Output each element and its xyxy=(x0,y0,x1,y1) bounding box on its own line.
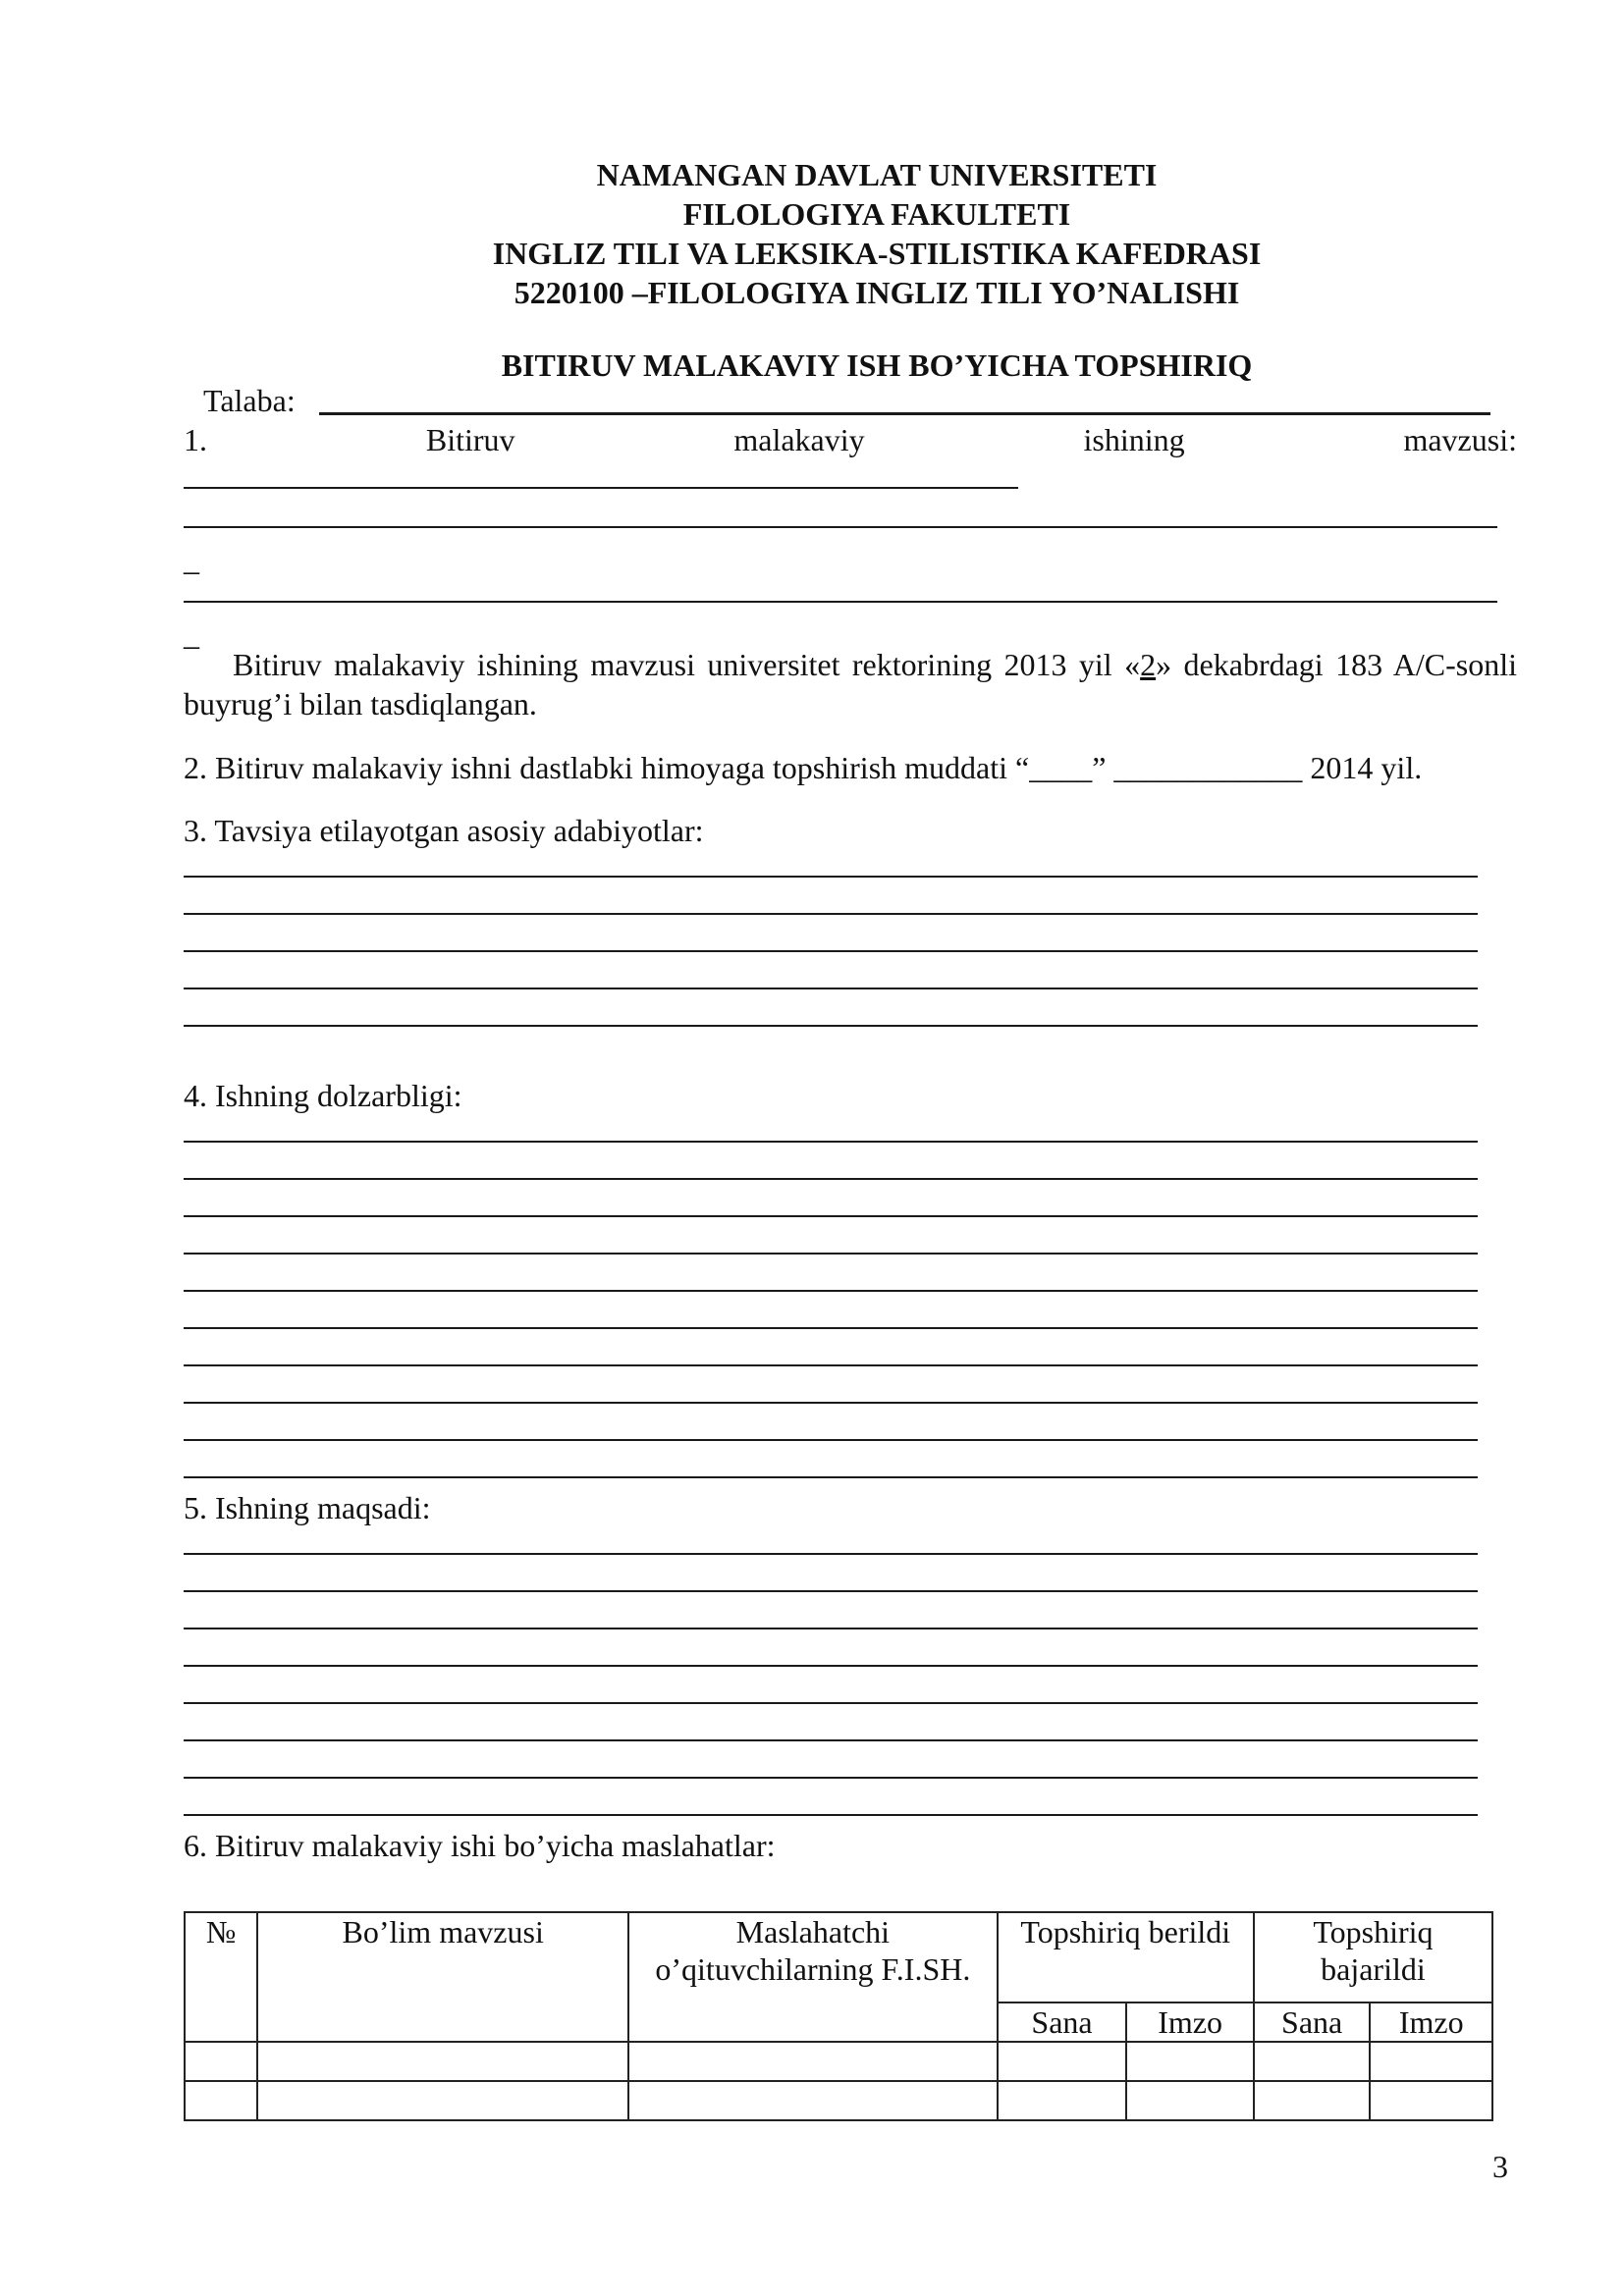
university-name: NAMANGAN DAVLAT UNIVERSITETI xyxy=(596,157,1158,192)
given-sign-header: Imzo xyxy=(1126,2002,1254,2042)
item2-deadline: 2. Bitiruv malakaviy ishni dastlabki himoyaga topshirish muddati “____” ____________ 2014 yil. xyxy=(184,750,1423,785)
item1-word: mavzusi: xyxy=(1403,422,1517,457)
table-cell[interactable] xyxy=(1126,2042,1254,2081)
item3-label: 3. Tavsiya etilayotgan asosiy adabiyotlar: xyxy=(184,813,704,848)
table-cell[interactable] xyxy=(1370,2081,1492,2120)
approval-paragraph: Bitiruv malakaviy ishining mavzusi universitet rektorining 2013 yil «2» dekabrdagi 183 A/C-sonli buyrug’i bilan tasdiqlangan. xyxy=(184,647,1518,721)
table-header-row xyxy=(185,1912,1492,2002)
goal-line[interactable] xyxy=(184,1628,1478,1629)
topic-dash: _ xyxy=(184,542,199,577)
student-name-field[interactable] xyxy=(319,412,1490,415)
topic-dash: _ xyxy=(184,616,199,652)
item4-label: 4. Ishning dolzarbligi: xyxy=(184,1078,462,1113)
relevance-line[interactable] xyxy=(184,1476,1478,1478)
relevance-line[interactable] xyxy=(184,1290,1478,1292)
goal-line[interactable] xyxy=(184,1553,1478,1555)
literature-line[interactable] xyxy=(184,876,1478,878)
advisors-table xyxy=(184,1911,1493,2121)
relevance-line[interactable] xyxy=(184,1141,1478,1143)
table-cell[interactable] xyxy=(628,2081,998,2120)
faculty-name: FILOLOGIYA FAKULTETI xyxy=(682,196,1071,232)
literature-line[interactable] xyxy=(184,1025,1478,1027)
relevance-line[interactable] xyxy=(184,1364,1478,1366)
table-cell[interactable] xyxy=(257,2042,628,2081)
document-title: BITIRUV MALAKAVIY ISH BO’YICHA TOPSHIRIQ xyxy=(501,347,1253,383)
item1-word: malakaviy xyxy=(733,422,865,457)
topic-line[interactable] xyxy=(184,601,1497,603)
table-cell[interactable] xyxy=(1254,2042,1371,2081)
approval-day: 2 xyxy=(1140,647,1157,682)
relevance-line[interactable] xyxy=(184,1253,1478,1255)
table-cell[interactable] xyxy=(628,2042,998,2081)
relevance-line[interactable] xyxy=(184,1439,1478,1441)
goal-line[interactable] xyxy=(184,1702,1478,1704)
given-date-header: Sana xyxy=(998,2002,1127,2042)
department-name: INGLIZ TILI VA LEKSIKA-STILISTIKA KAFEDRASI xyxy=(492,236,1262,271)
table-cell[interactable] xyxy=(998,2042,1127,2081)
goal-line[interactable] xyxy=(184,1590,1478,1592)
table-cell[interactable] xyxy=(1126,2081,1254,2120)
col-advisor-header: Maslahatchi o’qituvchilarning F.I.SH. xyxy=(628,1912,998,2042)
table-row xyxy=(185,2042,1492,2081)
table-cell[interactable] xyxy=(1254,2081,1371,2120)
table-cell[interactable] xyxy=(185,2042,257,2081)
relevance-line[interactable] xyxy=(184,1215,1478,1217)
col-section-header: Bo’lim mavzusi xyxy=(257,1912,628,2042)
goal-line[interactable] xyxy=(184,1814,1478,1816)
item1-heading xyxy=(184,420,1517,459)
item1-word: Bitiruv xyxy=(425,422,515,457)
done-sign-header: Imzo xyxy=(1370,2002,1492,2042)
col-done-header: Topshiriq bajarildi xyxy=(1254,1912,1492,2002)
relevance-line[interactable] xyxy=(184,1327,1478,1329)
item1-number: 1. xyxy=(184,422,207,457)
col-given-header: Topshiriq berildi xyxy=(998,1912,1254,2002)
item6-label: 6. Bitiruv malakaviy ishi bo’yicha maslahatlar: xyxy=(184,1828,776,1863)
student-label: Talaba: xyxy=(203,383,296,418)
table-cell[interactable] xyxy=(185,2081,257,2120)
program-name: 5220100 –FILOLOGIYA INGLIZ TILI YO’NALISHI xyxy=(514,275,1240,310)
goal-line[interactable] xyxy=(184,1739,1478,1741)
literature-line[interactable] xyxy=(184,950,1478,952)
page-number: 3 xyxy=(1492,2149,1508,2184)
table-row xyxy=(185,2081,1492,2120)
col-number-header: № xyxy=(185,1912,257,2042)
table-cell[interactable] xyxy=(998,2081,1127,2120)
literature-line[interactable] xyxy=(184,913,1478,915)
item5-label: 5. Ishning maqsadi: xyxy=(184,1490,431,1525)
goal-line[interactable] xyxy=(184,1665,1478,1667)
relevance-line[interactable] xyxy=(184,1178,1478,1180)
table-cell[interactable] xyxy=(257,2081,628,2120)
literature-line[interactable] xyxy=(184,988,1478,989)
done-date-header: Sana xyxy=(1254,2002,1371,2042)
topic-line[interactable] xyxy=(184,487,1018,489)
item1-word: ishining xyxy=(1083,422,1185,457)
topic-line[interactable] xyxy=(184,526,1497,528)
relevance-line[interactable] xyxy=(184,1402,1478,1404)
goal-line[interactable] xyxy=(184,1777,1478,1779)
table-cell[interactable] xyxy=(1370,2042,1492,2081)
